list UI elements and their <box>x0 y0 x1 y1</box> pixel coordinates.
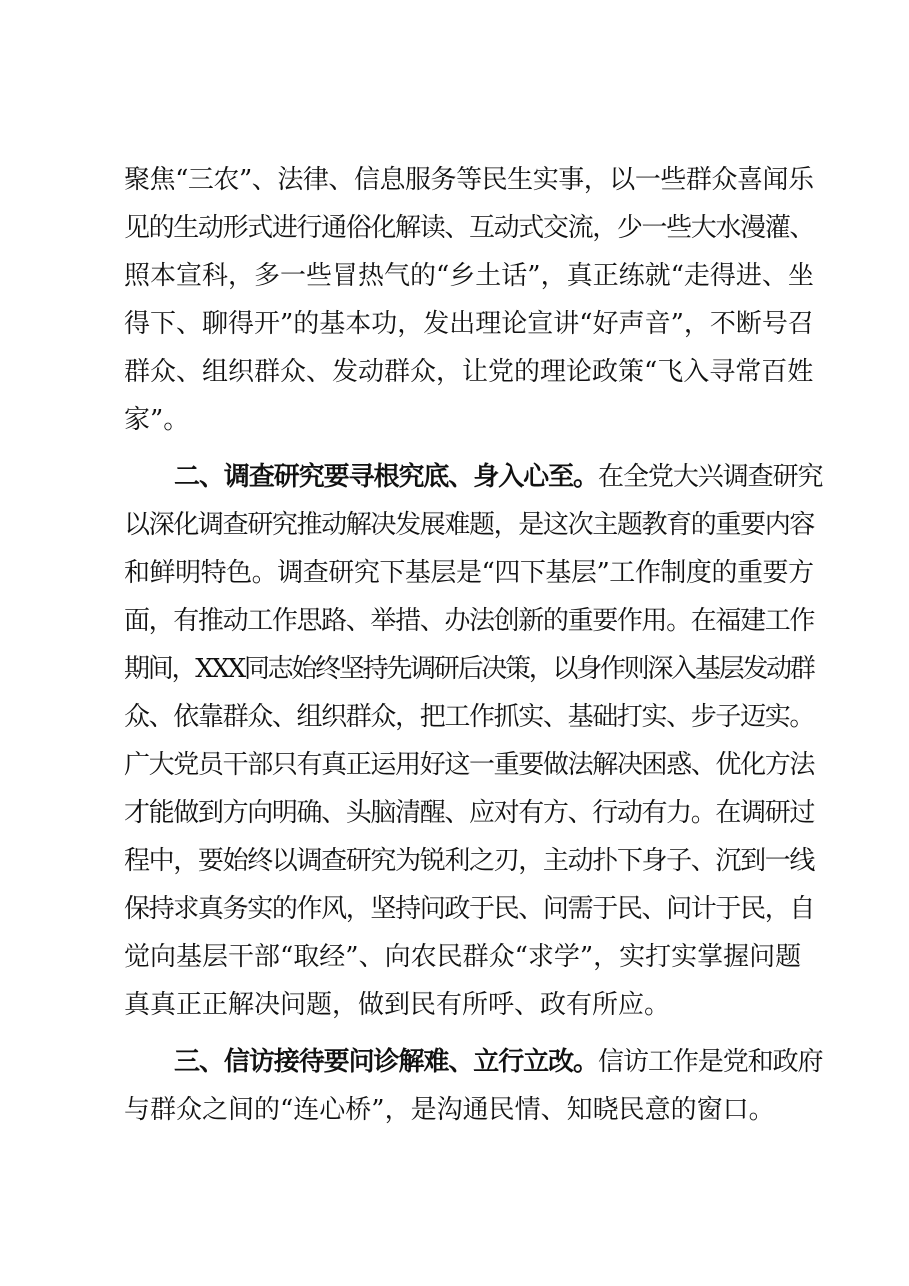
paragraph-2-line-8: 才能做到方向明确、头脑清醒、应对有方、行动有力。在调研过 <box>124 798 815 828</box>
paragraph-2-line-12: 真真正正解决问题，做到民有所呼、政有所应。 <box>124 990 671 1020</box>
paragraph-2-line-3: 和鲜明特色。调查研究下基层是“四下基层”工作制度的重要方 <box>124 558 814 588</box>
paragraph-3-first-line <box>174 1038 823 1086</box>
paragraph-1-line-4: 得下、聊得开”的基本功，发出理论宣讲“好声音”，不断号召 <box>124 309 814 339</box>
paragraph-2-first-line <box>174 453 823 501</box>
paragraph-2-line-2: 以深化调查研究推动解决发展难题，是这次主题教育的重要内容 <box>124 510 815 540</box>
paragraph-2-first-line-text: 在全党大兴调查研究 <box>598 462 823 492</box>
paragraph-2-line-4: 面，有推动工作思路、举措、办法创新的重要作用。在福建工作 <box>124 606 815 636</box>
paragraph-3-line-2: 与群众之间的“连心桥”，是沟通民情、知晓民意的窗口。 <box>124 1095 775 1125</box>
paragraph-2-line-5: 期间，XXX同志始终坚持先调研后决策，以身作则深入基层发动群 <box>124 654 814 684</box>
paragraph-1-line-3: 照本宣科，多一些冒热气的“乡土话”，真正练就“走得进、坐 <box>124 261 814 291</box>
paragraph-1-line-1: 聚焦“三农”、法律、信息服务等民生实事，以一些群众喜闻乐 <box>124 165 814 195</box>
paragraph-1-line-6: 家”。 <box>124 405 190 435</box>
paragraph-2-heading: 二、调查研究要寻根究底、身入心至。 <box>174 462 599 492</box>
paragraph-2-line-6: 众、依靠群众、组织群众，把工作抓实、基础打实、步子迈实。 <box>124 702 815 732</box>
paragraph-3-heading: 三、信访接待要问诊解难、立行立改。 <box>174 1047 599 1077</box>
paragraph-2-line-10: 保持求真务实的作风，坚持问政于民、问需于民、问计于民，自 <box>124 894 815 924</box>
paragraph-1-line-2: 见的生动形式进行通俗化解读、互动式交流，少一些大水漫灌、 <box>124 213 815 243</box>
paragraph-2-line-9: 程中，要始终以调查研究为锐利之刃，主动扑下身子、沉到一线 <box>124 846 815 876</box>
paragraph-2-line-7: 广大党员干部只有真正运用好这一重要做法解决困惑、优化方法 <box>124 750 815 780</box>
paragraph-2-line-11: 觉向基层干部“取经”、向农民群众“求学”，实打实掌握问题 <box>124 942 802 972</box>
paragraph-1-line-5: 群众、组织群众、发动群众，让党的理论政策“飞入寻常百姓 <box>124 357 814 387</box>
paragraph-3-first-line-text: 信访工作是党和政府 <box>598 1047 823 1077</box>
